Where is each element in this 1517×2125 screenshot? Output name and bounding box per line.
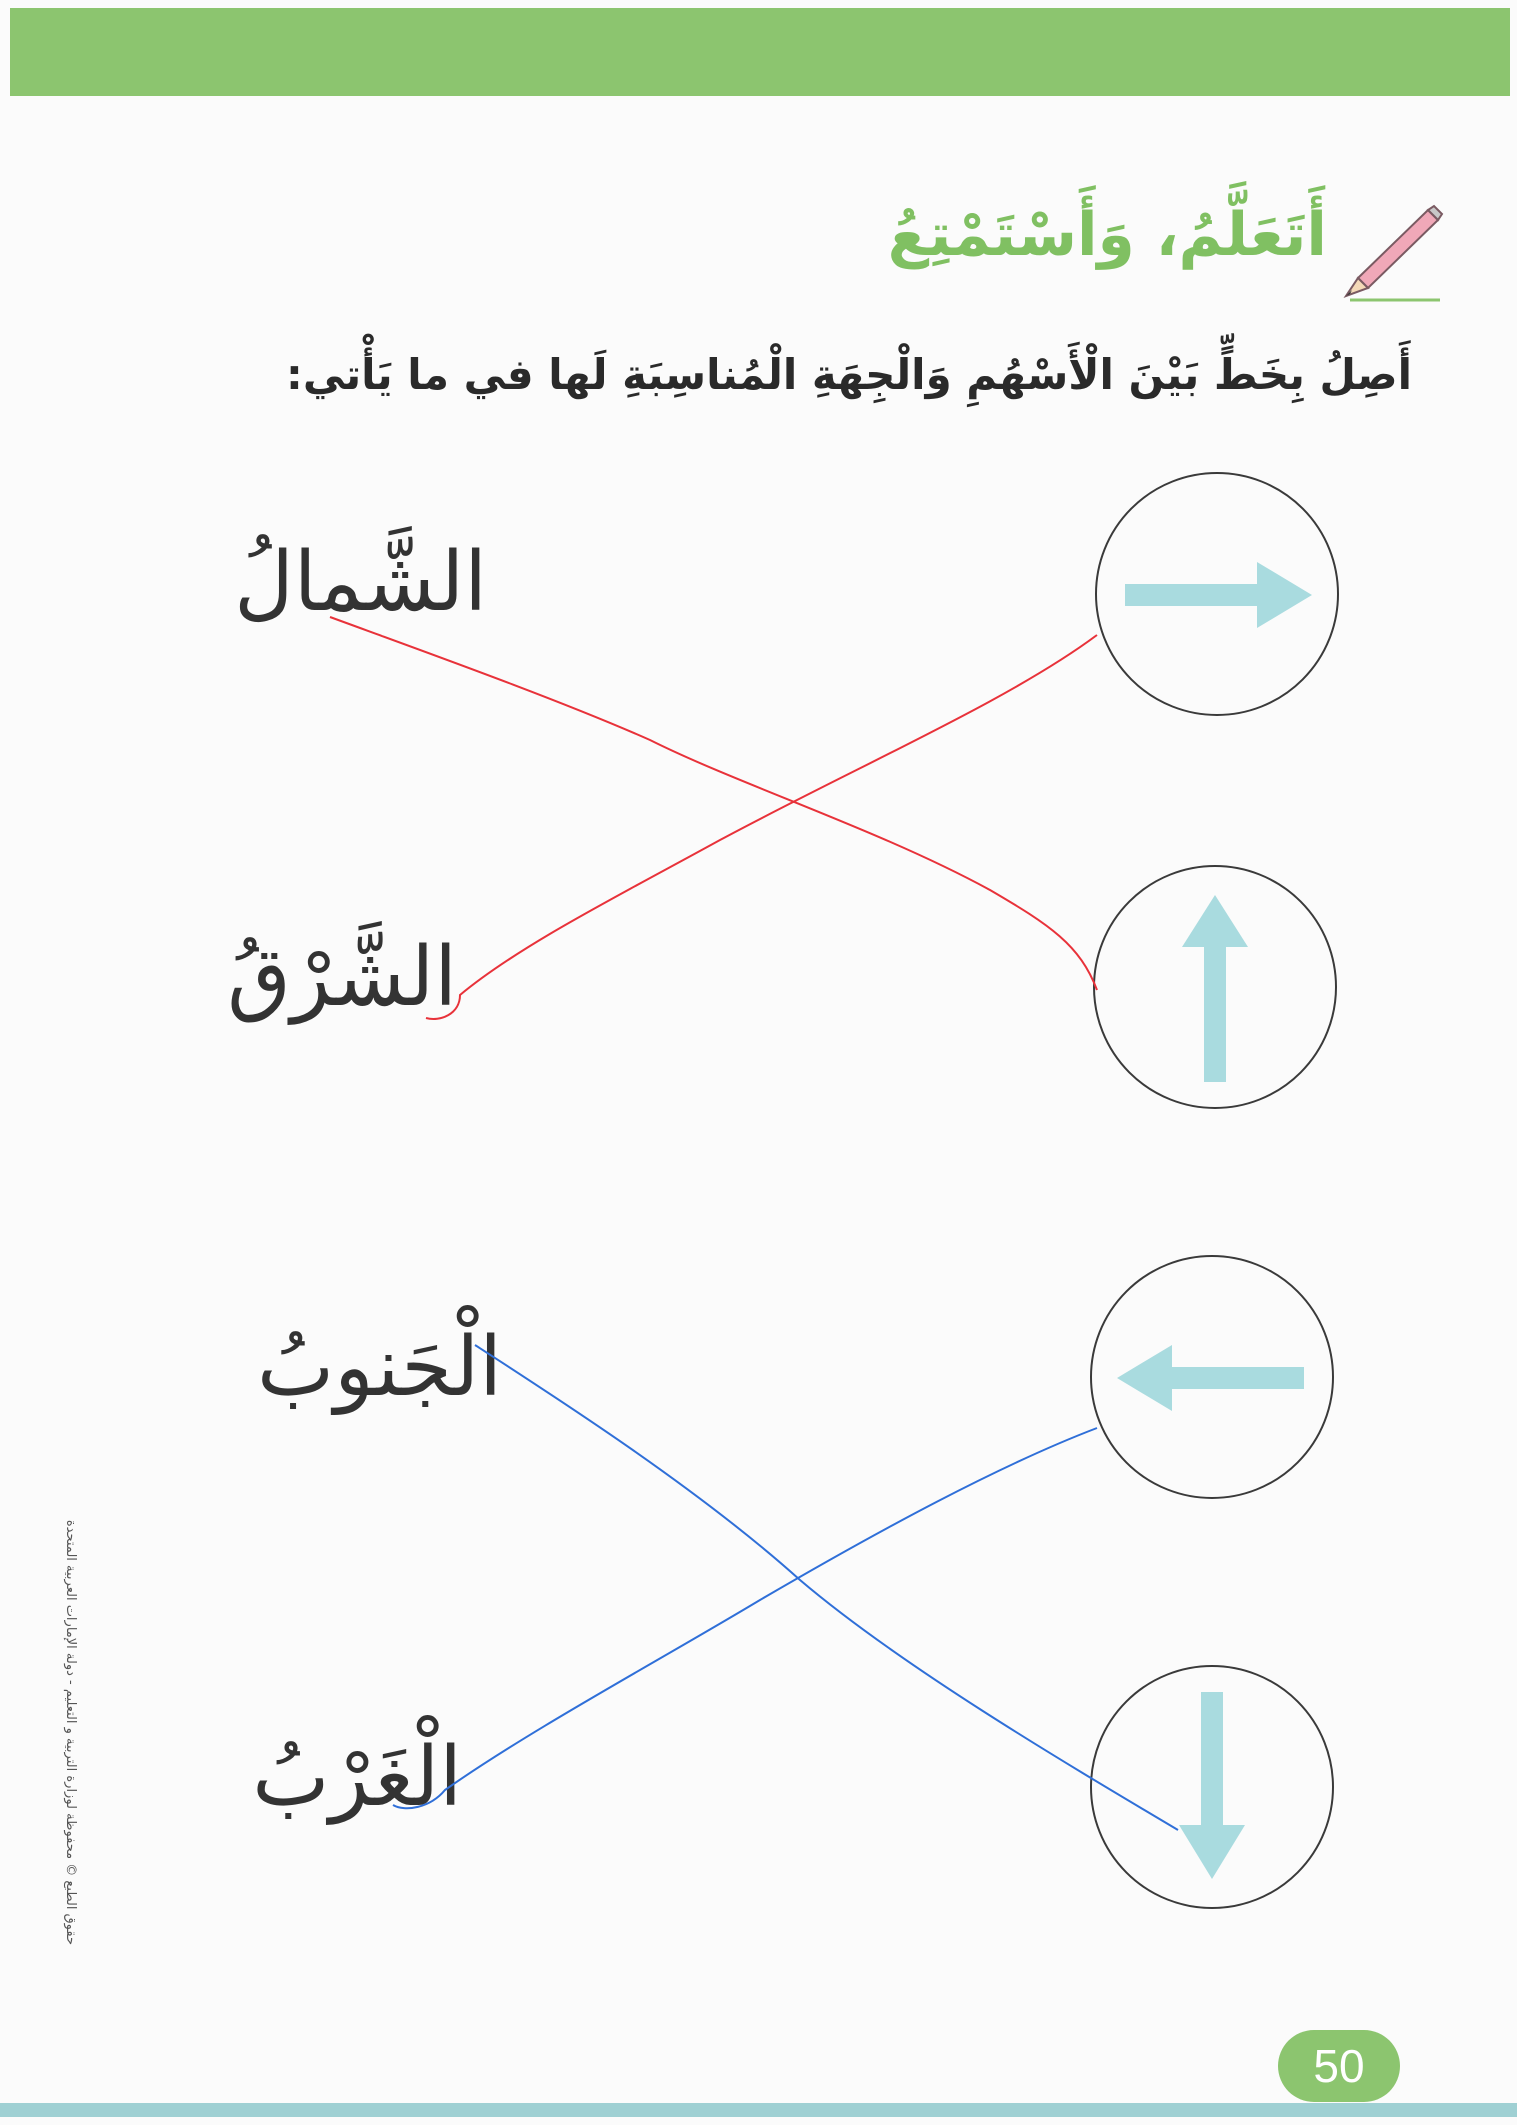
arrow-right-icon [1097,474,1337,714]
arrow-down-icon [1092,1667,1332,1907]
arrow-circle-down[interactable] [1090,1665,1334,1909]
arrow-circle-up[interactable] [1093,865,1337,1109]
word-east: الشَّرْقُ [227,930,457,1025]
line-south-to-down [475,1345,1178,1830]
arrow-up-icon [1095,867,1335,1107]
word-west: الْغَرْبُ [252,1730,462,1825]
bottom-blue-band [0,2103,1517,2117]
top-green-band [10,8,1510,96]
pencil-icon [1340,200,1445,305]
line-east-to-right [426,635,1097,1019]
arrow-circle-left[interactable] [1090,1255,1334,1499]
copyright-vertical-text: حقوق الطبع © محفوظة لوزارة التربية و التعليم - دولة الإمارات العربية المتحدة [63,1519,78,1945]
arrow-circle-right[interactable] [1095,472,1339,716]
arrow-left-icon [1092,1257,1332,1497]
word-north: الشَّمالُ [234,535,487,630]
instruction-text: أَصِلُ بِخَطٍّ بَيْنَ الْأَسْهُمِ وَالْجِهَةِ الْمُناسِبَةِ لَها في ما يَأْتي: [286,350,1412,399]
section-title: أَتَعَلَّمُ، وَأَسْتَمْتِعُ [887,200,1327,270]
word-south: الْجَنوبُ [257,1320,502,1415]
page-number-badge: 50 [1278,2030,1400,2102]
line-west-to-left [393,1428,1097,1808]
